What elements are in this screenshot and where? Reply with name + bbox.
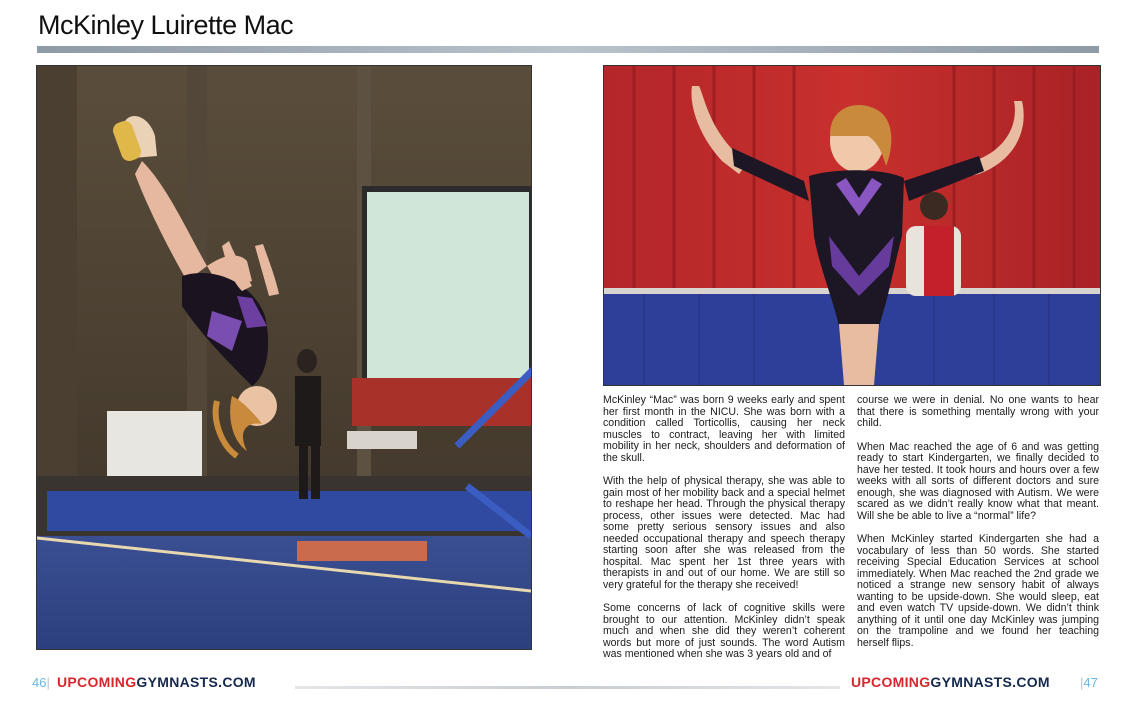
photo-gymnast-pose [603,65,1101,386]
paragraph: With the help of physical therapy, she was able to gain most of her mobility back and a special helmet to reshape her head. Through the physical therapy process, other issues were detected. Mac had some pretty serious sensory issues and also needed occupational therapy and speech therapy starting soon after she was released from the hospital. Mac spent her 1st three years with therapists in and out of our home. We are still so very grateful for the therapy she received! [603,475,845,591]
brand-logo-right[interactable]: UPCOMINGGYMNASTS.COM [851,674,1050,690]
paragraph: When McKinley started Kindergarten she had a vocabulary of less than 50 words. She started receiving Special Education Services at school immediately. When Mac reached the 2nd grade we noticed a strange new sensory habit of always wanting to be upside-down. She would sleep, eat and even watch TV upside-down. We didn’t think anything of it until one day McKinley was jumping on the trampoline and we found her teaching herself flips. [857,533,1099,649]
paragraph: McKinley “Mac” was born 9 weeks early and spent her first month in the NICU. She was born with a condition called Torticollis, causing her neck muscles to contract, leaving her with limited mobility in her neck, shoulders and deformation of the skull. [603,394,845,464]
text-column-2 [857,395,1099,653]
paragraph: When Mac reached the age of 6 and was getting ready to start Kindergarten, we finally decided to have her tested. It took hours and hours over a few weeks with all sorts of different doctors and sure enough, she was diagnosed with Autism. We were scared as we didn’t really know what that meant. Will she be able to live a “normal” life? [857,440,1099,522]
article-title: McKinley Luirette Mac [38,10,294,40]
page-number-right: |47 [1080,675,1098,690]
photo-gymnast-flip [36,65,532,650]
page-number-left: 46| [32,675,50,690]
article-body [603,394,1099,660]
title-divider [37,46,1099,53]
footer-divider [295,686,840,689]
brand-logo-left[interactable]: UPCOMINGGYMNASTS.COM [57,674,256,690]
paragraph: Some concerns of lack of cognitive skills were brought to our attention. McKinley didn’t speak much and when she did they weren’t coherent words but more of just sounds. The word Autism was mentioned when she was 3 years old and of [603,602,845,660]
paragraph: course we were in denial. No one wants to hear that there is something mentally wrong with your child. [857,394,1099,429]
text-column-1 [603,394,845,660]
